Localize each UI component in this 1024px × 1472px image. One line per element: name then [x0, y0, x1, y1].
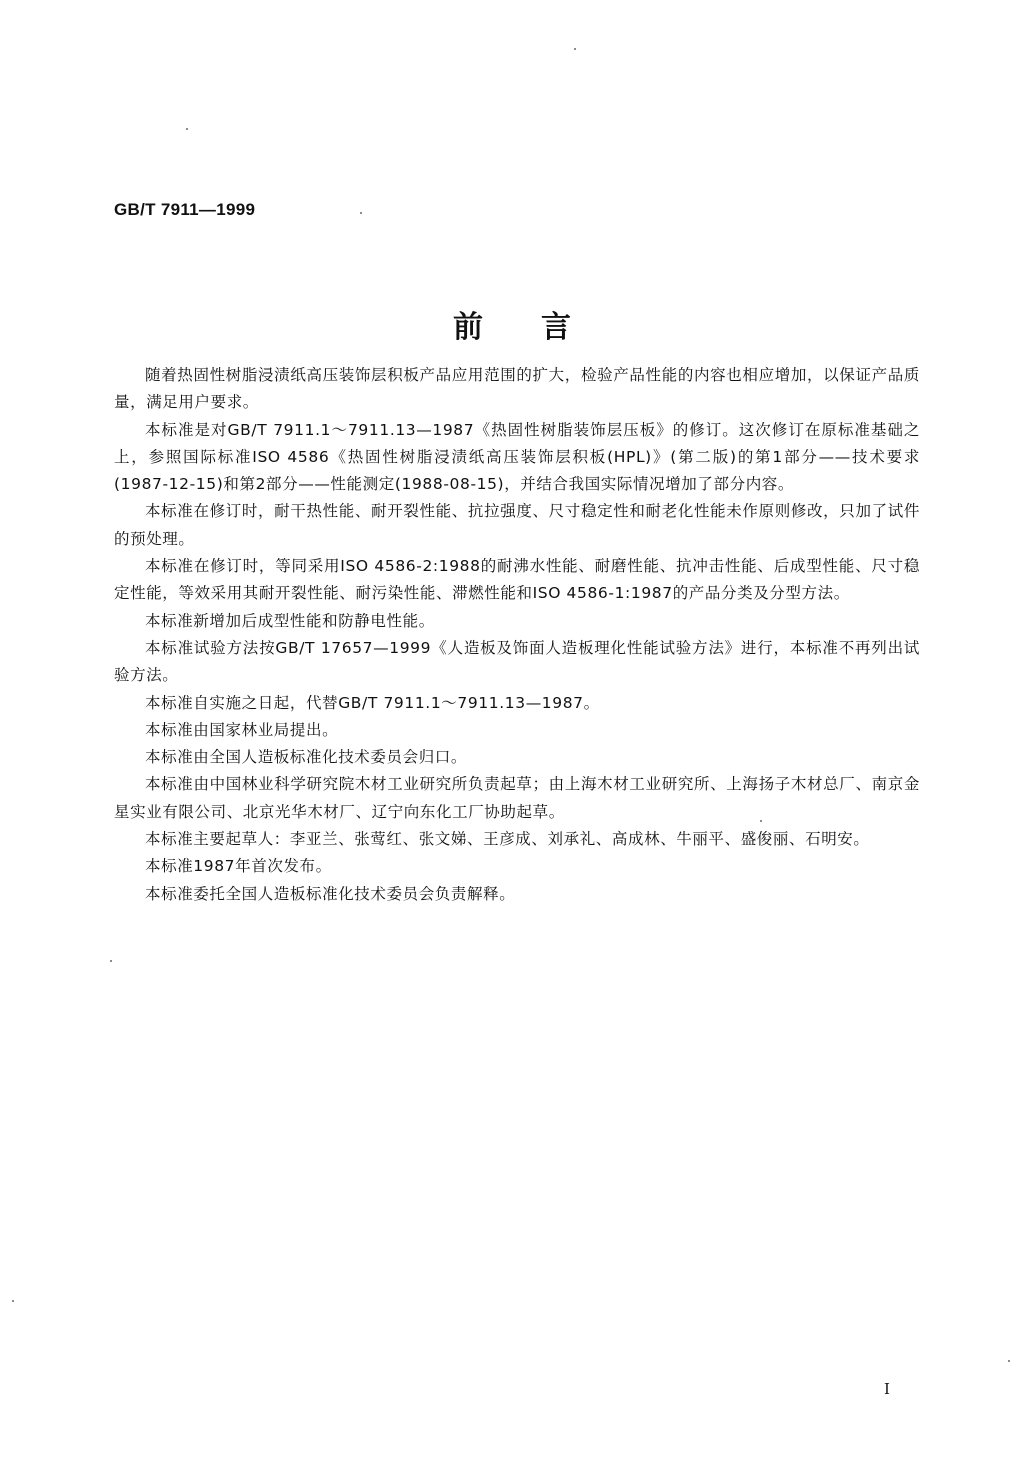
paragraph-administered-by: 本标准由全国人造板标准化技术委员会归口。 [145, 748, 468, 767]
paragraph-revision-basis: 本标准是对GB/T 7911.1～7911.13—1987《热固性树脂装饰层压板》的修订。这次修订在原标准基础之上，参照国际标准ISO 4586《热固性树脂浸渍纸高压装饰层积板(HPL)》(第二版)的第1部分——技术要求(1987-12-15)和第2部分——性能测定(1988-08-15)，并结合我国实际情况增加了部分内容。 [114, 420, 920, 494]
paragraph-first-issue: 本标准1987年首次发布。 [145, 857, 332, 876]
standard-code: GB/T 7911—1999 [114, 200, 256, 219]
scan-speck [186, 128, 188, 130]
scan-speck [760, 820, 762, 822]
scan-speck [12, 1300, 14, 1302]
page-number: I [884, 1380, 890, 1398]
paragraph-proposed-by: 本标准由国家林业局提出。 [145, 720, 339, 739]
paragraph-unchanged-properties: 本标准在修订时，耐干热性能、耐开裂性能、抗拉强度、尺寸稳定性和耐老化性能未作原则修改，只加了试件的预处理。 [114, 502, 920, 548]
paragraph-scope: 随着热固性树脂浸渍纸高压装饰层积板产品应用范围的扩大，检验产品性能的内容也相应增加，以保证产品质量，满足用户要求。 [114, 366, 920, 412]
scan-speck [360, 212, 362, 214]
foreword-body [114, 362, 920, 908]
paragraph-drafting-units: 本标准由中国林业科学研究院木材工业研究所负责起草；由上海木材工业研究所、上海扬子木材总厂、南京金星实业有限公司、北京光华木材厂、辽宁向东化工厂协助起草。 [114, 775, 920, 821]
paragraph-test-methods: 本标准试验方法按GB/T 17657—1999《人造板及饰面人造板理化性能试验方法》进行，本标准不再列出试验方法。 [114, 638, 920, 685]
scan-speck [574, 48, 576, 50]
paragraph-replacement: 本标准自实施之日起，代替GB/T 7911.1～7911.13—1987。 [145, 693, 600, 712]
page-title: 前言 [453, 310, 629, 345]
paragraph-drafters: 本标准主要起草人：李亚兰、张莺红、张文娣、王彦成、刘承礼、高成林、牛丽平、盛俊丽、石明安。 [145, 830, 870, 849]
paragraph-adopted-methods: 本标准在修订时，等同采用ISO 4586-2:1988的耐沸水性能、耐磨性能、抗冲击性能、后成型性能、尺寸稳定性能，等效采用其耐开裂性能、耐污染性能、滞燃性能和ISO 4586-1:1987的产品分类及分型方法。 [114, 557, 920, 603]
paragraph-interpretation: 本标准委托全国人造板标准化技术委员会负责解释。 [145, 884, 516, 903]
scan-speck [110, 960, 112, 962]
scan-speck [1008, 1360, 1010, 1362]
paragraph-new-properties: 本标准新增加后成型性能和防静电性能。 [145, 611, 435, 630]
